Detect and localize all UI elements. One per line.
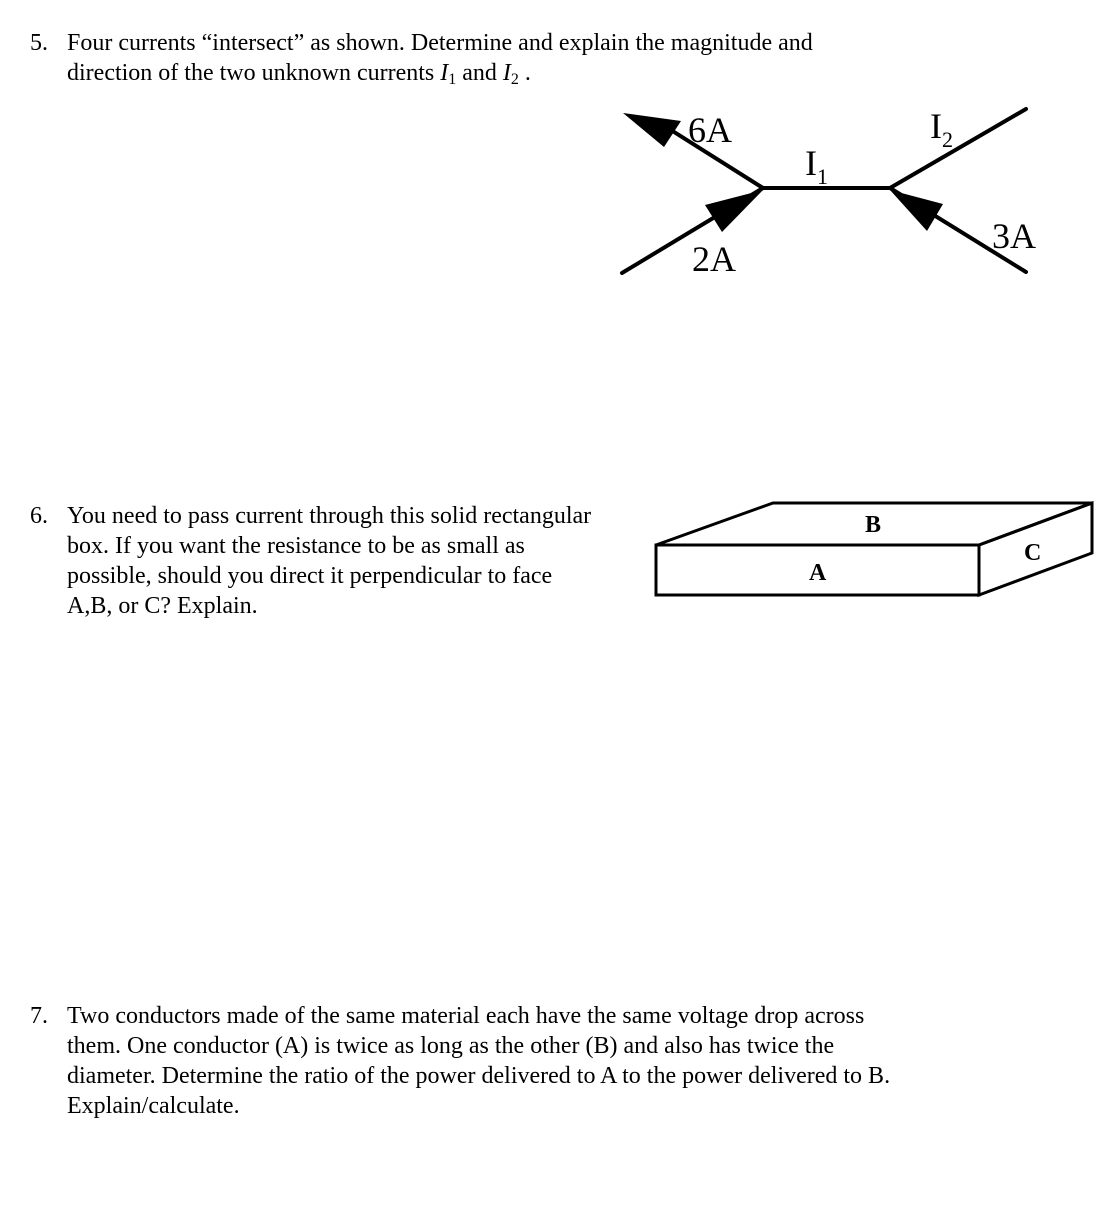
problem-7-line-3: diameter. Determine the ratio of the power delivered to A to the power delivered to B. (67, 1063, 891, 1089)
i2-symbol: I (502, 60, 511, 86)
problem-7-number: 7. (30, 1003, 48, 1029)
label-6a: 6A (688, 110, 732, 150)
problem-6-line-1: You need to pass current through this solid rectangular (67, 503, 592, 529)
problem-5-line-2-start: direction of the two unknown currents (67, 60, 441, 86)
label-i1 (805, 143, 828, 189)
face-a-label: A (809, 560, 827, 586)
wire-i2 (890, 109, 1026, 188)
problem-6-line-3: possible, should you direct it perpendicular to face (67, 563, 553, 589)
label-2a: 2A (692, 239, 736, 279)
problem-5-number: 5. (30, 30, 48, 56)
face-c-label: C (1024, 540, 1042, 566)
label-i1-sub: 1 (817, 164, 828, 189)
label-i2 (930, 106, 953, 152)
problem-7-line-1: Two conductors made of the same material each have the same voltage drop across (67, 1003, 865, 1029)
problem-7 (30, 1001, 1030, 1125)
arrow-6a-icon (623, 113, 681, 147)
problem-6-number: 6. (30, 503, 48, 529)
arrow-2a-icon (705, 190, 763, 232)
label-i2-letter: I (930, 106, 942, 146)
problem-6-line-4: A,B, or C? Explain. (67, 593, 258, 619)
face-b-label: B (865, 512, 882, 538)
label-3a: 3A (992, 216, 1036, 256)
and-word: and (456, 60, 503, 86)
arrow-3a-icon (890, 190, 943, 231)
problem-5-line-2-end: . (518, 60, 531, 86)
i2-subscript: 2 (510, 71, 519, 88)
i1-subscript: 1 (448, 71, 457, 88)
problem-6-line-2: box. If you want the resistance to be as small as (67, 533, 525, 559)
label-i1-letter: I (805, 143, 817, 183)
problem-7-line-2: them. One conductor (A) is twice as long as the other (B) and also has twice the (67, 1033, 835, 1059)
problem-7-line-4: Explain/calculate. (67, 1093, 240, 1119)
label-i2-sub: 2 (942, 127, 953, 152)
current-junction-diagram (0, 0, 1112, 320)
problem-5-line-1: Four currents “intersect” as shown. Determine and explain the magnitude and (67, 30, 813, 56)
i1-symbol: I (440, 60, 449, 86)
rectangular-box-diagram (0, 480, 1112, 620)
problem-7-text (67, 1001, 890, 1121)
